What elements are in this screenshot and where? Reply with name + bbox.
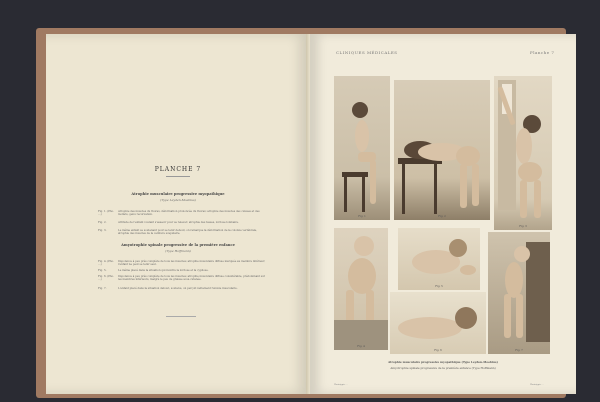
- credit-right: Phototypie …: [530, 384, 544, 386]
- figure-label: Fig. 4: [357, 345, 365, 348]
- figure-description: Fig. 7. L'enfant placé dans la situation debout, soutenu, on perçoit nettement l'atonie musculaire.: [98, 287, 238, 290]
- plate-title: PLANCHE 7: [154, 166, 202, 173]
- plate-label: Planche 7: [530, 50, 555, 55]
- figure-label: Fig. 3: [519, 225, 527, 228]
- plate-caption-1: Atrophie musculaire progressive myopathique (Type Leyden-Moebius): [388, 360, 498, 364]
- figure-description: Fig. 6. (Pho. …) Impotence à peu près complète de tous les muscles; atrophie musculaire diffuse considérable, prédominant sur les membres inférieurs, malgré le peu de graisse sous-cutanée.: [98, 275, 266, 282]
- figure-label: Fig. 7: [515, 349, 523, 352]
- photo-figure-1: [334, 76, 390, 220]
- section-2-title: Amyotrophie spinale progressive de la première enfance: [121, 243, 235, 247]
- photo-figure-3: [494, 76, 552, 230]
- figure-label: Fig. 2: [438, 215, 446, 218]
- figure-label: Fig. 1: [358, 215, 366, 218]
- photo-figure-6: [390, 292, 486, 354]
- figure-description: Fig. 1. (Pho. …) Atrophie des muscles du thorax, déformation prononcée du thorax; atrophie des muscles des cuisses et des mollets, genu recurvatum.: [98, 210, 260, 217]
- figure-label: Fig. 6: [434, 349, 442, 352]
- section-1-title: Atrophie musculaire progressive myopathique: [131, 192, 225, 196]
- photo-figure-7: [488, 232, 550, 354]
- plate-caption-2: Amyotrophie spinale progressive de la première enfance (Type Hoffmann): [390, 366, 496, 370]
- figure-description: Fig. 2. Attitude de l'enfant voulant s'asseoir pour se relever; atrophie des fesses, lordose lombaire.: [98, 221, 239, 224]
- figure-description: Fig. 4. (Pho. …) Impotence à peu près complète de tous les muscles; atrophie musculaire diffuse marquée au membre inférieur; l'enfant ne peut se tenir seul.: [98, 260, 266, 267]
- credit-left: Phototypie …: [334, 384, 348, 386]
- left-page: [46, 34, 310, 394]
- running-head: CLINIQUES MÉDICALES: [336, 50, 398, 55]
- figure-description: Fig. 5. Le même placé dans la situation qui montre la lordose et la cyphose.: [98, 269, 209, 272]
- section-2-subtitle: (Type Hoffmann): [165, 249, 191, 253]
- photo-figure-4: [334, 228, 388, 350]
- section-1-subtitle: (Type Leyden-Moebius): [160, 198, 196, 202]
- footer-rule: [166, 316, 196, 317]
- photo-figure-5: [398, 228, 480, 290]
- figure-description: Fig. 3. Le même enfant se soutenant pour se tenir debout, on remarque la déformation de la colonne vertébrale, atrophie des muscles de la ceinture scapulaire.: [98, 229, 257, 236]
- photo-figure-2: [394, 80, 490, 220]
- figure-label: Fig. 5: [435, 285, 443, 288]
- title-rule: [166, 176, 190, 177]
